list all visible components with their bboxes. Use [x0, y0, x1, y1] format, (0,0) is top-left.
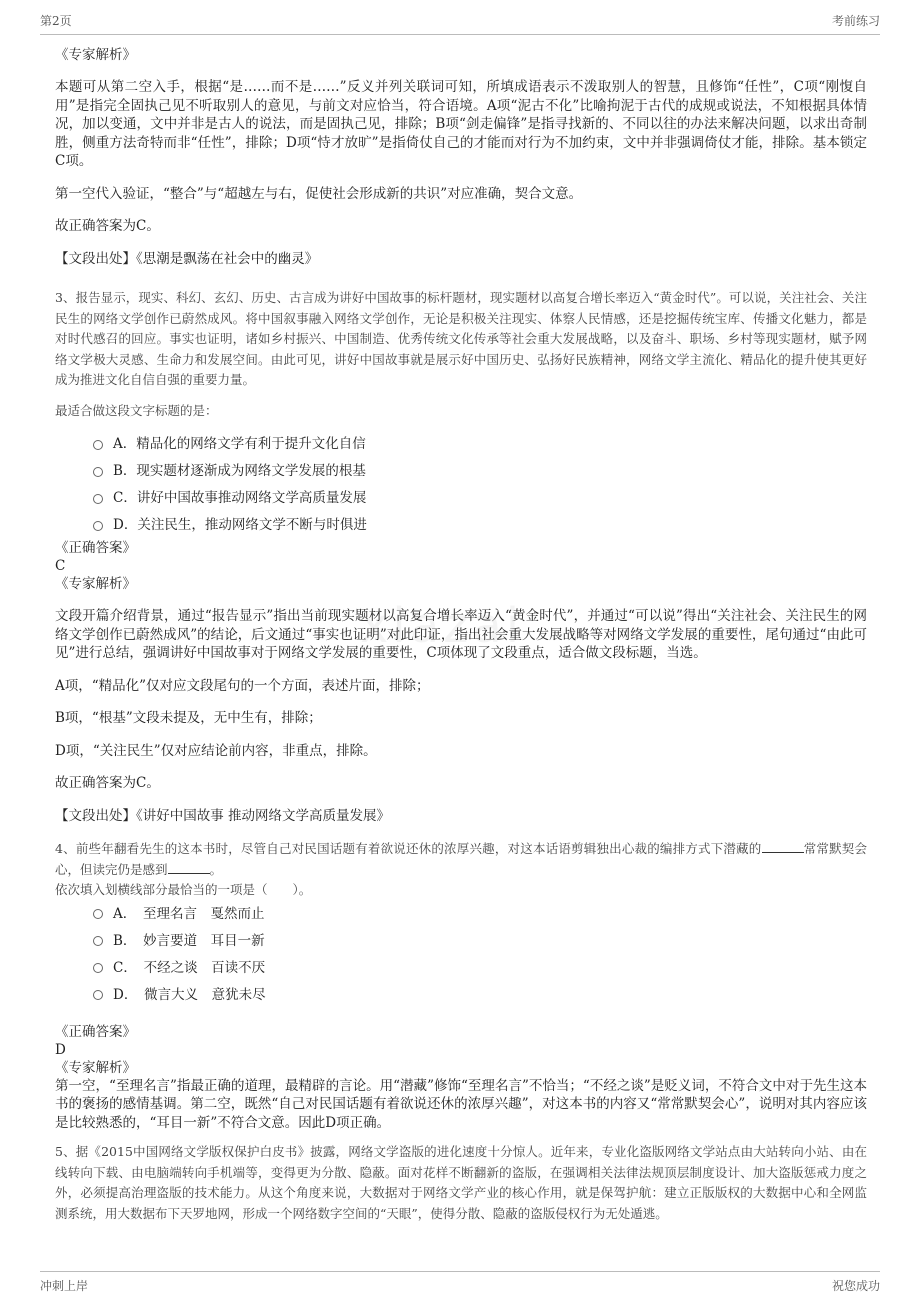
answer-value: D — [55, 1041, 66, 1058]
radio-icon[interactable] — [93, 521, 103, 531]
option-b[interactable]: B． 妙言要道 耳目一新 — [93, 928, 867, 955]
page-header — [40, 12, 880, 35]
answer-label: 《正确答案》 — [55, 1023, 136, 1040]
source-line: 【文段出处】《思潮是飘荡在社会中的幽灵》 — [55, 250, 319, 267]
question-stem: 3、报告显示，现实、科幻、玄幻、历史、古言成为讲好中国故事的标杆题材，现实题材以高复合增长率迈入“黄金时代”。可以说，关注社会、关注民生的网络文学创作已蔚然成风。将中国叙事融入网络文学创作，无论是积极关注现实、体察人民情感，还是挖掘传统宝库、传播文化魅力，都是对时代感召的回应。事实也证明，诸如乡村振兴、中国制造、优秀传统文化传承等社会重大发展战略，以及奋斗、职场、乡村等现实题材，赋予网络文学极大灵感、生命力和发展空间。由此可见，讲好中国故事就是展示好中国历史、弘扬好民族精神，网络文学主流化、精品化的提升使其更好成为推进文化自信自强的重要力量。 — [55, 290, 867, 387]
blank-1 — [762, 840, 804, 853]
conclusion: 故正确答案为C。 — [55, 218, 160, 234]
analysis-label: 《专家解析》 — [55, 1059, 136, 1076]
blank-2 — [168, 861, 210, 874]
option-c[interactable]: C．讲好中国故事推动网络文学高质量发展 — [93, 485, 867, 512]
option-d[interactable]: D． 微言大义 意犹未尽 — [93, 982, 867, 1009]
option-a[interactable]: A．精品化的网络文学有利于提升文化自信 — [93, 431, 867, 458]
radio-icon[interactable] — [93, 990, 103, 1000]
option-a[interactable]: A． 至理名言 戛然而止 — [93, 901, 867, 928]
option-d[interactable]: D．关注民生，推动网络文学不断与时俱进 — [93, 512, 867, 539]
option-b[interactable]: B．现实题材逐渐成为网络文学发展的根基 — [93, 458, 867, 485]
analysis-paragraph: 文段开篇介绍背景，通过“报告显示”指出当前现实题材以高复合增长率迈入“黄金时代”，并通过“可以说”得出“关注社会、关注民生的网络文学创作已蔚然成风”的结论，后文通过“事实也证明”对此印证，指出社会重大发展战略等对网络文学发展的重要性，尾句通过“由此可见”进行总结，强调讲好中国故事对于网络文学发展的重要性，C项体现了文段重点，适合做文段标题，当选。 — [55, 608, 867, 661]
question-stem: 5、据《2015中国网络文学版权保护白皮书》披露，网络文学盗版的进化速度十分惊人。近年来，专业化盗版网络文学站点由大站转向小站、由在线转向下载、由电脑端转向手机端等，变得更为分散、隐蔽。面对花样不断翻新的盗版，在强调相关法律法规顶层制度设计、加大盗版惩戒力度之外，必须提高治理盗版的技术能力。从这个角度来说，大数据对于网络文学产业的核心作用，就是保驾护航：建立正版版权的大数据中心和全网监测系统，用大数据布下天罗地网，形成一个网络数字空间的“天眼”，使得分散、隐蔽的盗版侵权行为无处遁逃。 — [55, 1144, 867, 1221]
radio-icon[interactable] — [93, 467, 103, 477]
analysis-paragraph: 第一空，“至理名言”指最正确的道理，最精辟的言论。用“潜藏”修饰“至理名言”不恰当；“不经之谈”是贬义词，不符合文中对于先生这本书的褒扬的感情基调。第二空，既然“自己对民国话题有着欲说还休的浓厚兴趣”，对这本书的内容又“常常默契会心”，说明对其内容应该是比较熟悉的，“耳目一新”不符合文意。因此D项正确。 — [55, 1077, 867, 1131]
analysis-paragraph: 第一空代入验证，“整合”与“超越左与右，促使社会形成新的共识”对应准确，契合文意。 — [55, 185, 583, 202]
analysis-label: 《专家解析》 — [55, 576, 136, 592]
question-prompt: 最适合做这段文字标题的是： — [55, 402, 218, 418]
option-list — [55, 901, 867, 1009]
analysis-paragraph: 本题可从第二空入手，根据“是……而不是……”反义并列关联词可知，所填成语表示不泼取别人的智慧，且修饰“任性”，C项“刚愎自用”是指完全固执己见不听取别人的意见，与前文对应恰当，符合语境。A项“泥古不化”比喻拘泥于古代的成规或说法，不知根据具体情况，加以变通，文中并非是古人的说法，而是固执己见，排除；B项“剑走偏锋”是指寻找新的、不同以往的办法来解决问题，以求出奇制胜，侧重方法奇特而非“任性”，排除；D项“恃才放旷”是指倚仗自己的才能而对行为不加约束，文中并非强调倚仗才能，排除。基本锁定C项。 — [55, 79, 867, 169]
radio-icon[interactable] — [93, 963, 103, 973]
question-stem: 4、前些年翻看先生的这本书时，尽管自己对民国话题有着欲说还休的浓厚兴趣，对这本话语剪辑独出心裁的编排方式下潜藏的 常常默契会心，但读完仍是感到 。 — [55, 841, 867, 877]
analysis-option-a: A项，“精品化”仅对应文段尾句的一个方面，表述片面，排除； — [55, 677, 430, 694]
analysis-option-d: D项，“关注民生”仅对应结论前内容，非重点，排除。 — [55, 742, 377, 759]
analysis-label: 《专家解析》 — [55, 47, 136, 63]
analysis-option-b: B项，“根基”文段未提及，无中生有，排除； — [55, 710, 322, 726]
source-line: 【文段出处】《讲好中国故事 推动网络文学高质量发展》 — [55, 807, 391, 824]
footer-left: 冲刺上岸 — [40, 1279, 89, 1293]
radio-icon[interactable] — [93, 909, 103, 919]
answer-value: C — [55, 558, 66, 574]
footer-right: 祝您成功 — [831, 1279, 880, 1293]
answer-label: 《正确答案》 — [55, 540, 136, 556]
option-list — [55, 431, 867, 539]
radio-icon[interactable] — [93, 936, 103, 946]
conclusion: 故正确答案为C。 — [55, 775, 160, 791]
option-c[interactable]: C． 不经之谈 百读不厌 — [93, 955, 867, 982]
page-footer — [40, 1271, 880, 1294]
page-number: 第2页 — [40, 14, 72, 28]
radio-icon[interactable] — [93, 440, 103, 450]
document-body — [55, 46, 867, 1224]
question-prompt: 依次填入划横线部分最恰当的一项是（ ）。 — [55, 882, 312, 897]
header-title: 考前练习 — [831, 14, 880, 28]
radio-icon[interactable] — [93, 494, 103, 504]
